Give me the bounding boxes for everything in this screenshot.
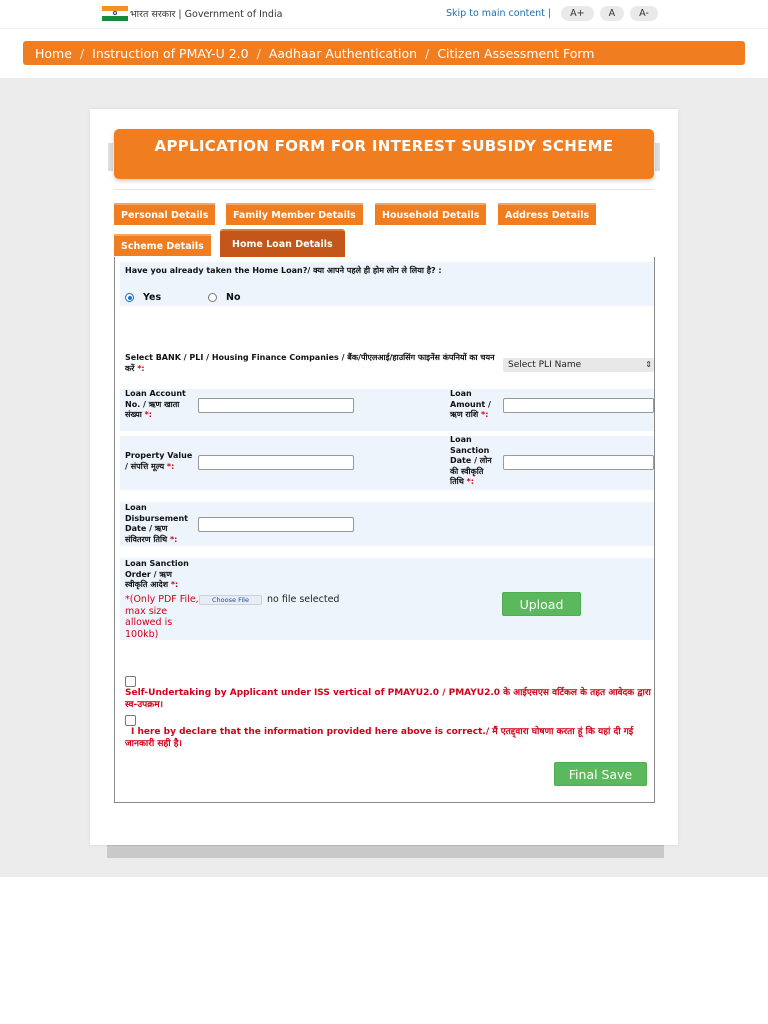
disbursement-date-input[interactable] [198, 517, 354, 532]
font-normal-button[interactable]: A [600, 6, 625, 21]
loan-yes-label: Yes [143, 292, 162, 303]
breadcrumb-separator: / [425, 45, 430, 61]
breadcrumb-separator: / [256, 45, 261, 61]
loan-amount-label: Loan Amount / ऋण राशि *: [450, 389, 491, 419]
divider [0, 28, 768, 29]
banner-edge [108, 143, 113, 171]
undertaking-text: Self-Undertaking by Applicant under ISS vertical of PMAYU2.0 / PMAYU2.0 के आईएसएस वर्टिकल के तहत आवेदक द्वारा स्व-उपक्रम। [125, 688, 651, 710]
sanction-date-input[interactable] [503, 455, 654, 470]
declaration-checkbox[interactable] [125, 715, 136, 726]
property-value-input[interactable] [198, 455, 354, 470]
gov-text: भारत सरकार | Government of India [130, 9, 283, 20]
tab-household-details[interactable]: Household Details [375, 203, 486, 225]
loan-amount-input[interactable] [503, 398, 654, 413]
page-title: APPLICATION FORM FOR INTEREST SUBSIDY SCHEME [114, 129, 654, 179]
undertaking-checkbox[interactable] [125, 676, 136, 687]
top-bar [0, 0, 768, 28]
font-decrease-button[interactable]: A- [630, 6, 658, 21]
tab-scheme-details[interactable]: Scheme Details [114, 234, 211, 256]
skip-to-main-link[interactable]: Skip to main content | [446, 8, 552, 19]
tab-address-details[interactable]: Address Details [498, 203, 596, 225]
select-arrows-icon: ⇕ [645, 360, 652, 369]
loan-no-label: No [226, 292, 241, 303]
bank-select[interactable]: Select PLI Name ⇕ [503, 358, 654, 372]
declaration-text: I here by declare that the information provided here above is correct./ मैं एतद्द्वारा घोषणा करता हूं कि यहां दी गई जानकारी सही है। [125, 727, 634, 749]
property-value-label: Property Value / संपत्ति मूल्य *: [125, 451, 193, 471]
loan-account-label: Loan Account No. / ऋण खाता संख्या *: [125, 389, 186, 419]
tab-personal-details[interactable]: Personal Details [114, 203, 215, 225]
tab-family-member-details[interactable]: Family Member Details [226, 203, 363, 225]
breadcrumb-instruction[interactable]: Instruction of PMAY-U 2.0 [92, 45, 249, 61]
file-status-text: no file selected [267, 594, 340, 605]
banner-edge [655, 143, 660, 171]
loan-question-label: Have you already taken the Home Loan?/ क्या आपने पहले ही होम लोन ले लिया है? : [125, 266, 442, 275]
loan-no-radio[interactable] [208, 293, 217, 302]
divider [114, 189, 654, 190]
upload-button[interactable]: Upload [502, 592, 581, 616]
card-footer-bar [107, 845, 664, 858]
breadcrumb-separator: / [79, 45, 85, 61]
disbursement-date-label: Loan Disbursement Date / ऋण संवितरण तिथि *: [125, 503, 188, 544]
sanction-date-label: Loan Sanction Date / लोन की स्वीकृति तिथि *: [450, 435, 492, 486]
india-flag-icon [102, 6, 128, 21]
file-size-note: *(Only PDF File, max size allowed is 100kb) [125, 594, 199, 640]
final-save-button[interactable]: Final Save [554, 762, 647, 786]
tab-home-loan-details[interactable]: Home Loan Details [220, 229, 345, 257]
accessibility-controls [446, 6, 664, 21]
font-increase-button[interactable]: A+ [561, 6, 593, 21]
loan-yes-radio[interactable] [125, 293, 134, 302]
breadcrumb [23, 41, 745, 65]
choose-file-button[interactable]: Choose File [199, 595, 262, 605]
breadcrumb-aadhaar[interactable]: Aadhaar Authentication [268, 45, 418, 61]
loan-account-input[interactable] [198, 398, 354, 413]
bank-label: Select BANK / PLI / Housing Finance Companies / बैंक/पीएलआई/हाउसिंग फाइनेंस कंपनियों का चयन करें *: [125, 353, 495, 373]
breadcrumb-current: Citizen Assessment Form [437, 45, 595, 61]
government-label [102, 6, 282, 21]
sanction-order-label: Loan Sanction Order / ऋण स्वीकृति आदेश *: [125, 559, 189, 589]
breadcrumb-home[interactable]: Home [35, 45, 72, 61]
